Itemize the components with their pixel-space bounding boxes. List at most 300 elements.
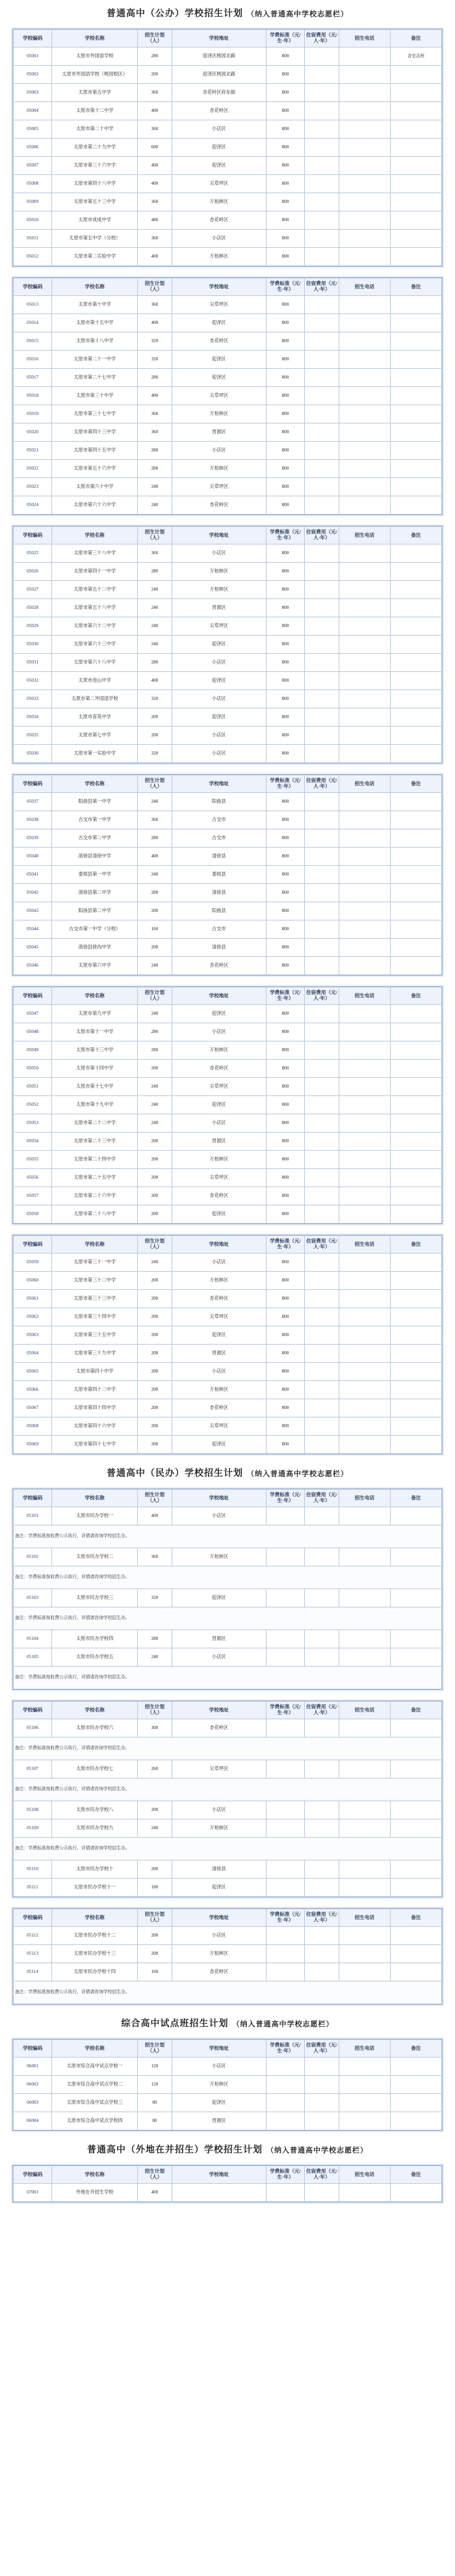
table-row	[14, 581, 442, 599]
table-cell-name: 清徐县清徐中学	[52, 848, 138, 866]
table-row	[14, 1363, 442, 1381]
table-cell-code: 05001	[14, 47, 52, 66]
section-title-text: 普通高中（公办）学校招生计划	[107, 9, 243, 19]
table-cell-addr: 万柏林区	[172, 1819, 266, 1838]
table-cell-addr: 迎泽区	[172, 369, 266, 387]
table-note: 备注：学费标准按收费公示执行，详情请咨询学校招生办。	[14, 1737, 442, 1760]
table-cell-fee	[266, 2094, 304, 2112]
table-cell-board	[305, 1507, 339, 1525]
table-note-row	[14, 1607, 442, 1630]
table-cell-note: 含宏志班	[390, 47, 441, 66]
table-cell-board	[305, 1308, 339, 1326]
table-cell-plan: 360	[138, 296, 172, 314]
table-cell-addr: 小店区	[172, 654, 266, 672]
table-cell-code: 05033	[14, 690, 52, 708]
table-cell-plan: 400	[138, 175, 172, 193]
table-cell-code: 05009	[14, 193, 52, 211]
table-cell-note	[390, 672, 441, 690]
table-cell-board	[305, 672, 339, 690]
table-cell-board	[305, 66, 339, 84]
section-title-text: 普通高中（外地在并招生）学校招生计划	[87, 2145, 263, 2155]
table-cell-plan: 360	[138, 423, 172, 442]
table-cell-addr: 晋源区	[172, 599, 266, 617]
table-row	[14, 460, 442, 478]
table-cell-tel	[339, 1879, 390, 1897]
table-cell-board	[305, 2094, 339, 2112]
table-cell-code: 05059	[14, 1254, 52, 1272]
table-cell-addr: 迎泽区	[172, 1436, 266, 1454]
table-cell-plan: 240	[138, 1254, 172, 1272]
table-cell-code: 05064	[14, 1345, 52, 1363]
table-cell-note	[390, 1507, 441, 1525]
table-cell-tel	[339, 1399, 390, 1417]
table-cell-fee: 800	[266, 1187, 304, 1205]
table-cell-tel	[339, 1819, 390, 1838]
table-row	[14, 848, 442, 866]
table-cell-name: 太原市第五十八中学	[52, 599, 138, 617]
table-cell-code: 05051	[14, 1078, 52, 1096]
table-cell-note	[390, 296, 441, 314]
table-cell-tel	[339, 636, 390, 654]
table-cell-code: 05043	[14, 902, 52, 920]
column-header: 备注	[390, 278, 441, 296]
table-cell-board	[305, 2184, 339, 2202]
table-cell-addr: 尖草坪区	[172, 1078, 266, 1096]
table-cell-tel	[339, 387, 390, 405]
column-header: 住宿费用（元/人·年）	[305, 775, 339, 793]
column-header: 学校名称	[52, 1490, 138, 1507]
table-cell-note	[390, 1719, 441, 1737]
table-cell-fee: 800	[266, 793, 304, 811]
table-cell-addr: 迎泽区	[172, 2094, 266, 2112]
table-cell-note	[390, 1326, 441, 1345]
table-cell-fee: 800	[266, 672, 304, 690]
table-cell-code: 06004	[14, 2112, 52, 2130]
table-cell-name: 太原市第十九中学	[52, 1096, 138, 1114]
table-note-row	[14, 1981, 442, 2004]
table-cell-board	[305, 1114, 339, 1133]
table-cell-fee: 800	[266, 120, 304, 139]
table-cell-board	[305, 1326, 339, 1345]
table-cell-fee: 800	[266, 617, 304, 636]
table-cell-tel	[339, 1205, 390, 1224]
table-row	[14, 1187, 442, 1205]
enrollment-table	[13, 2166, 442, 2202]
table-cell-note	[390, 1133, 441, 1151]
table-cell-note	[390, 617, 441, 636]
table-cell-addr: 万柏林区	[172, 405, 266, 423]
table-cell-code: 05024	[14, 496, 52, 515]
table-cell-addr: 尖草坪区	[172, 1308, 266, 1326]
table-cell-plan: 200	[138, 1945, 172, 1963]
column-header: 学校地址	[172, 527, 266, 544]
table-cell-name: 太原市第二十六中学	[52, 1187, 138, 1205]
table-row	[14, 672, 442, 690]
table-row	[14, 745, 442, 763]
table-cell-board	[305, 248, 339, 266]
table-cell-plan: 240	[138, 636, 172, 654]
table-cell-addr: 迎泽区桃园北路	[172, 47, 266, 66]
table-cell-plan: 80	[138, 2112, 172, 2130]
table-cell-tel	[339, 1760, 390, 1778]
table-cell-tel	[339, 2094, 390, 2112]
table-cell-name: 太原市第四十中学	[52, 1363, 138, 1381]
table-cell-addr: 尖草坪区	[172, 1417, 266, 1436]
table-note-row	[14, 1667, 442, 1689]
table-cell-addr: 阳曲县	[172, 793, 266, 811]
table-cell-tel	[339, 84, 390, 102]
table-cell-note	[390, 102, 441, 120]
table-cell-fee: 800	[266, 1096, 304, 1114]
table-row	[14, 563, 442, 581]
table-cell-fee: 800	[266, 387, 304, 405]
column-header: 招生计划（人）	[138, 987, 172, 1005]
table-cell-name: 太原市第十四中学	[52, 1060, 138, 1078]
table-cell-code: 05010	[14, 211, 52, 230]
table-card	[12, 2165, 443, 2203]
table-cell-tel	[339, 478, 390, 496]
table-cell-name: 太原市综合高中试点学校一	[52, 2058, 138, 2076]
table-row	[14, 2076, 442, 2094]
table-cell-code: 05110	[14, 1860, 52, 1879]
table-cell-tel	[339, 1363, 390, 1381]
table-cell-tel	[339, 120, 390, 139]
table-cell-tel	[339, 939, 390, 957]
table-row	[14, 1801, 442, 1819]
table-cell-code: 05023	[14, 478, 52, 496]
table-cell-plan: 280	[138, 563, 172, 581]
table-cell-tel	[339, 296, 390, 314]
table-cell-tel	[339, 727, 390, 745]
table-cell-tel	[339, 442, 390, 460]
table-cell-name: 太原市第五十三中学	[52, 193, 138, 211]
table-cell-fee: 800	[266, 1399, 304, 1417]
column-header: 备注	[390, 1490, 441, 1507]
column-header: 招生电话	[339, 1236, 390, 1254]
table-cell-name: 太原市第五十六中学	[52, 460, 138, 478]
table-cell-board	[305, 1381, 339, 1399]
table-cell-fee	[266, 2112, 304, 2130]
table-cell-fee: 800	[266, 939, 304, 957]
table-cell-name: 太原市第六十中学	[52, 478, 138, 496]
enrollment-table	[13, 1489, 442, 1689]
table-cell-note	[390, 902, 441, 920]
table-cell-code: 05046	[14, 957, 52, 975]
enrollment-table	[13, 2039, 442, 2130]
table-cell-name: 太原市第二十二中学	[52, 1114, 138, 1133]
table-cell-plan: 80	[138, 2094, 172, 2112]
table-cell-note	[390, 811, 441, 829]
table-cell-tel	[339, 230, 390, 248]
table-cell-name: 外地在并招生学校	[52, 2184, 138, 2202]
table-cell-plan: 360	[138, 544, 172, 563]
table-row	[14, 1927, 442, 1945]
table-cell-note	[390, 175, 441, 193]
table-cell-board	[305, 1060, 339, 1078]
table-cell-note	[390, 708, 441, 727]
table-cell-tel	[339, 1963, 390, 1981]
table-note: 备注：学费标准按收费公示执行，详情请咨询学校招生办。	[14, 1838, 442, 1860]
table-cell-fee: 800	[266, 599, 304, 617]
table-cell-addr: 小店区	[172, 1648, 266, 1667]
table-cell-name: 太原市民办学校一	[52, 1507, 138, 1525]
table-cell-name: 太原市第四十五中学	[52, 442, 138, 460]
table-cell-note	[390, 1096, 441, 1114]
table-cell-plan: 400	[138, 157, 172, 175]
table-cell-tel	[339, 211, 390, 230]
table-cell-fee: 800	[266, 66, 304, 84]
table-cell-board	[305, 1801, 339, 1819]
table-cell-note	[390, 2076, 441, 2094]
table-cell-note	[390, 745, 441, 763]
table-row	[14, 1719, 442, 1737]
table-cell-fee	[266, 1589, 304, 1607]
enrollment-table	[13, 1909, 442, 2004]
table-cell-code: 05036	[14, 745, 52, 763]
table-cell-note	[390, 727, 441, 745]
table-cell-tel	[339, 599, 390, 617]
table-cell-fee: 800	[266, 460, 304, 478]
table-cell-plan: 200	[138, 727, 172, 745]
table-cell-addr: 杏花岭区	[172, 211, 266, 230]
table-cell-plan: 240	[138, 617, 172, 636]
table-cell-board	[305, 2058, 339, 2076]
table-row	[14, 1114, 442, 1133]
table-row	[14, 920, 442, 939]
table-cell-addr: 万柏林区	[172, 2076, 266, 2094]
table-cell-addr: 尖草坪区	[172, 617, 266, 636]
table-cell-plan: 280	[138, 442, 172, 460]
table-cell-code: 05049	[14, 1041, 52, 1060]
table-cell-board	[305, 102, 339, 120]
table-cell-name: 太原市第七中学	[52, 727, 138, 745]
table-cell-addr: 迎泽区	[172, 1096, 266, 1114]
table-cell-code: 05103	[14, 1589, 52, 1607]
table-row	[14, 120, 442, 139]
table-cell-plan: 320	[138, 690, 172, 708]
table-cell-code: 05052	[14, 1096, 52, 1114]
table-cell-note	[390, 1205, 441, 1224]
table-row	[14, 1945, 442, 1963]
table-cell-board	[305, 1096, 339, 1114]
table-cell-addr: 小店区	[172, 120, 266, 139]
table-cell-addr: 晋源区	[172, 423, 266, 442]
table-cell-code: 05011	[14, 230, 52, 248]
table-cell-code: 05065	[14, 1363, 52, 1381]
table-cell-fee: 800	[266, 1078, 304, 1096]
table-cell-note	[390, 460, 441, 478]
table-row	[14, 2112, 442, 2130]
table-row	[14, 405, 442, 423]
column-header: 招生计划（人）	[138, 278, 172, 296]
table-cell-addr: 杏花岭区	[172, 1060, 266, 1078]
table-cell-note	[390, 848, 441, 866]
table-cell-name: 太原市第九中学	[52, 1005, 138, 1023]
table-cell-board	[305, 581, 339, 599]
column-header: 学校编码	[14, 1236, 52, 1254]
table-cell-code: 05055	[14, 1151, 52, 1169]
column-header: 备注	[390, 30, 441, 47]
table-cell-addr: 杏花岭区	[172, 102, 266, 120]
table-cell-name: 太原市民办学校七	[52, 1760, 138, 1778]
table-cell-name: 太原市第二外国语学校	[52, 690, 138, 708]
table-cell-code: 05029	[14, 617, 52, 636]
table-cell-addr: 小店区	[172, 230, 266, 248]
column-header: 学校地址	[172, 1702, 266, 1719]
table-cell-code: 05031	[14, 654, 52, 672]
table-row	[14, 1507, 442, 1525]
table-cell-tel	[339, 581, 390, 599]
table-cell-code: 05004	[14, 102, 52, 120]
column-header: 招生电话	[339, 2166, 390, 2184]
table-card	[12, 986, 443, 1224]
table-cell-note	[390, 423, 441, 442]
table-cell-tel	[339, 1308, 390, 1326]
table-cell-board	[305, 902, 339, 920]
table-cell-name: 太原市第四十一中学	[52, 563, 138, 581]
table-cell-code: 05026	[14, 563, 52, 581]
table-cell-tel	[339, 2112, 390, 2130]
table-cell-name: 太原市第二十九中学	[52, 139, 138, 157]
table-cell-fee: 800	[266, 1169, 304, 1187]
table-cell-tel	[339, 866, 390, 884]
column-header: 住宿费用（元/人·年）	[305, 1909, 339, 1927]
table-cell-addr: 杏花岭区	[172, 332, 266, 351]
table-cell-board	[305, 230, 339, 248]
table-cell-code: 05034	[14, 708, 52, 727]
table-cell-note	[390, 939, 441, 957]
table-cell-code: 05104	[14, 1630, 52, 1648]
table-cell-fee: 800	[266, 1381, 304, 1399]
table-cell-code: 05101	[14, 1507, 52, 1525]
table-cell-fee: 800	[266, 1005, 304, 1023]
table-card	[12, 526, 443, 764]
table-cell-note	[390, 1589, 441, 1607]
table-cell-code: 05053	[14, 1114, 52, 1133]
column-header: 住宿费用（元/人·年）	[305, 2040, 339, 2058]
table-cell-plan: 240	[138, 496, 172, 515]
table-cell-board	[305, 139, 339, 157]
table-row	[14, 1254, 442, 1272]
table-cell-fee: 800	[266, 848, 304, 866]
table-cell-name: 太原市民办学校五	[52, 1648, 138, 1667]
table-cell-tel	[339, 248, 390, 266]
table-cell-fee: 800	[266, 496, 304, 515]
table-cell-name: 太原市成成中学	[52, 211, 138, 230]
table-cell-tel	[339, 1169, 390, 1187]
table-cell-note	[390, 1308, 441, 1326]
table-cell-fee: 800	[266, 1436, 304, 1454]
table-cell-addr: 万柏林区	[172, 1041, 266, 1060]
table-cell-note	[390, 193, 441, 211]
table-cell-note	[390, 1060, 441, 1078]
column-header: 学费标准（元/生·年）	[266, 2040, 304, 2058]
column-header: 学费标准（元/生·年）	[266, 1909, 304, 1927]
column-header: 学校编码	[14, 527, 52, 544]
table-cell-tel	[339, 1114, 390, 1133]
column-header: 学校名称	[52, 2040, 138, 2058]
table-cell-tel	[339, 175, 390, 193]
table-cell-board	[305, 957, 339, 975]
table-cell-name: 娄烦县第一中学	[52, 866, 138, 884]
table-cell-note	[390, 1363, 441, 1381]
table-cell-code: 05035	[14, 727, 52, 745]
table-cell-addr: 万柏林区	[172, 1272, 266, 1290]
table-cell-note	[390, 829, 441, 848]
table-cell-fee: 800	[266, 745, 304, 763]
column-header: 学校名称	[52, 30, 138, 47]
table-cell-plan: 200	[138, 1436, 172, 1454]
table-cell-name: 太原市民办学校二	[52, 1548, 138, 1566]
table-cell-tel	[339, 848, 390, 866]
table-cell-note	[390, 1436, 441, 1454]
table-cell-addr: 清徐县	[172, 1860, 266, 1879]
table-row	[14, 157, 442, 175]
table-cell-plan: 240	[138, 793, 172, 811]
table-cell-name: 太原市第二十三中学	[52, 1133, 138, 1151]
table-cell-plan: 360	[138, 1548, 172, 1566]
table-cell-note	[390, 2058, 441, 2076]
table-cell-addr: 万柏林区	[172, 581, 266, 599]
table-row	[14, 2094, 442, 2112]
table-cell-board	[305, 811, 339, 829]
table-row	[14, 1963, 442, 1981]
table-row	[14, 1060, 442, 1078]
table-cell-name: 太原市民办学校四	[52, 1630, 138, 1648]
table-cell-code: 05048	[14, 1023, 52, 1041]
table-cell-addr: 晋源区	[172, 1133, 266, 1151]
table-cell-plan: 280	[138, 829, 172, 848]
table-cell-name: 太原市第十中学	[52, 296, 138, 314]
table-cell-name: 太原市民办学校三	[52, 1589, 138, 1607]
table-row	[14, 811, 442, 829]
table-cell-tel	[339, 1254, 390, 1272]
table-cell-fee: 800	[266, 314, 304, 332]
table-cell-tel	[339, 423, 390, 442]
table-cell-note	[390, 314, 441, 332]
table-cell-plan: 300	[138, 1719, 172, 1737]
table-cell-name: 太原市进山中学	[52, 672, 138, 690]
table-row	[14, 1760, 442, 1778]
table-cell-board	[305, 793, 339, 811]
table-cell-name: 太原市第六十六中学	[52, 496, 138, 515]
column-header: 学校地址	[172, 987, 266, 1005]
table-cell-code: 05056	[14, 1169, 52, 1187]
table-cell-tel	[339, 332, 390, 351]
column-header: 住宿费用（元/人·年）	[305, 987, 339, 1005]
column-header: 招生计划（人）	[138, 2166, 172, 2184]
table-cell-board	[305, 84, 339, 102]
table-cell-code: 05067	[14, 1399, 52, 1417]
table-cell-code: 05042	[14, 884, 52, 902]
table-cell-addr: 迎泽区	[172, 1005, 266, 1023]
table-card	[12, 29, 443, 267]
table-cell-note	[390, 1078, 441, 1096]
table-cell-fee: 800	[266, 884, 304, 902]
table-cell-tel	[339, 1436, 390, 1454]
table-cell-plan: 240	[138, 1005, 172, 1023]
table-cell-plan: 360	[138, 230, 172, 248]
table-cell-fee: 800	[266, 157, 304, 175]
table-cell-addr: 杏花岭区	[172, 496, 266, 515]
table-cell-addr: 古交市	[172, 920, 266, 939]
table-cell-board	[305, 314, 339, 332]
table-cell-note	[390, 1860, 441, 1879]
table-cell-board	[305, 1363, 339, 1381]
table-cell-note	[390, 248, 441, 266]
table-cell-tel	[339, 2184, 390, 2202]
table-row	[14, 369, 442, 387]
